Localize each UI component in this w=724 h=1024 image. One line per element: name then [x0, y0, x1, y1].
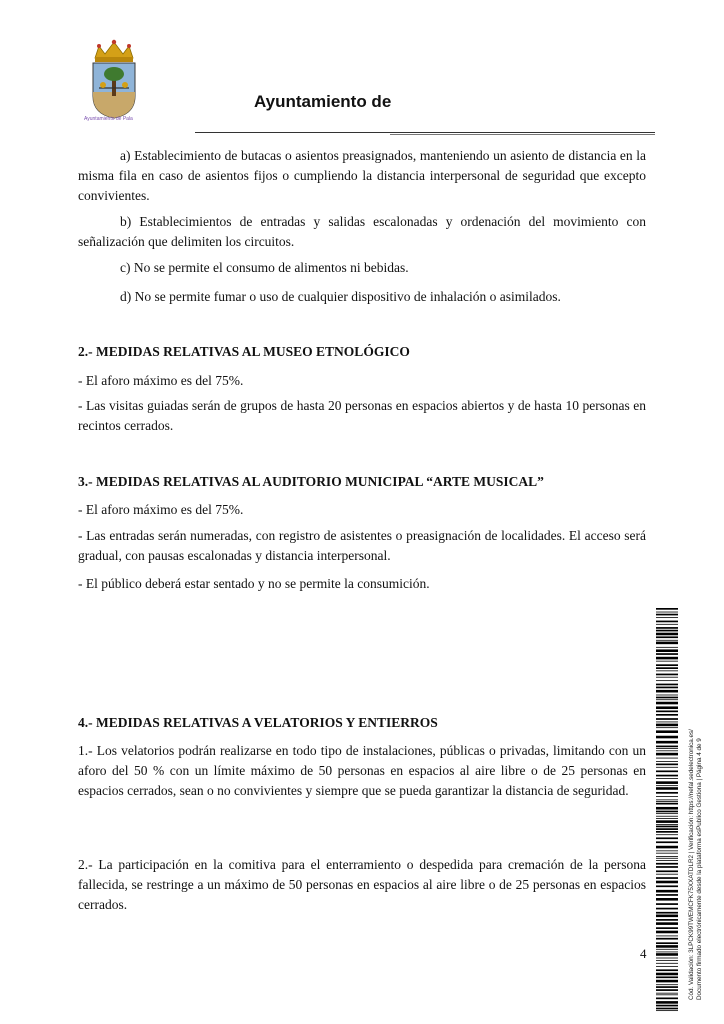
- section3-item-1: - El aforo máximo es del 75%.: [78, 502, 244, 517]
- section2-item-1: - El aforo máximo es del 75%.: [78, 373, 244, 388]
- verification-text: [688, 670, 704, 1000]
- municipal-crest-logo: [85, 38, 143, 122]
- section-heading-auditorio: 3.- MEDIDAS RELATIVAS AL AUDITORIO MUNICIPAL “ARTE MUSICAL”: [78, 474, 544, 489]
- verification-line-1: Cód. Validación: 3LPCK99TWEMCFK75XXATDLR2 | Verificación: https://nefal.sedelectronica.es/: [688, 729, 695, 1000]
- section2-item-2: - Las visitas guiadas serán de grupos de hasta 20 personas en espacios abiertos y de hasta 10 personas en recintos cerrados.: [78, 398, 646, 433]
- paragraph-b: b) Establecimientos de entradas y salidas escalonadas y ordenación del movimiento con señalización que delimiten los circuitos.: [78, 214, 646, 249]
- verification-line-2: Documento firmado electrónicamente desde la plataforma esPublico Gestiona | Página 4 de 9: [696, 738, 703, 1000]
- section4-item-1: 1.- Los velatorios podrán realizarse en todo tipo de instalaciones, públicas o privadas, limitando con un aforo del 50 % con un límite máximo de 50 personas en espacios al aire libre o de 25 personas en espacios cerrados, sean o no convivientes y siempre que se pueda garantizar la distancia de seguridad.: [78, 743, 646, 798]
- section-heading-museo: 2.- MEDIDAS RELATIVAS AL MUSEO ETNOLÓGICO: [78, 344, 410, 359]
- paragraph-a: a) Establecimiento de butacas o asientos preasignados, manteniendo un asiento de distancia en la misma fila en caso de asientos fijos o cumpliendo la distancia interpersonal de seguridad que excepto convivientes.: [78, 148, 646, 203]
- section-heading-velatorios: 4.- MEDIDAS RELATIVAS A VELATORIOS Y ENTIERROS: [78, 715, 438, 730]
- paragraph-d: d) No se permite fumar o uso de cualquier dispositivo de inhalación o asimilados.: [120, 289, 561, 304]
- crest-caption: Ayuntamiento de Pala: [84, 116, 133, 122]
- paragraph-c: c) No se permite el consumo de alimentos ni bebidas.: [120, 260, 409, 275]
- page-header-title: Ayuntamiento de: [254, 92, 392, 111]
- page-number: 4: [640, 946, 647, 961]
- header-divider-secondary: [390, 134, 655, 135]
- verification-barcode: [656, 608, 678, 1012]
- header-divider: [195, 132, 655, 133]
- section3-item-3: - El público deberá estar sentado y no se permite la consumición.: [78, 576, 430, 591]
- section4-item-2: 2.- La participación en la comitiva para el enterramiento o despedida para cremación de la persona fallecida, se restringe a un máximo de 50 personas en espacios al aire libre o de 25 personas en espacios cerrados.: [78, 857, 646, 912]
- section3-item-2: - Las entradas serán numeradas, con registro de asistentes o preasignación de localidades. El acceso será gradual, con pausas escalonadas y distancia interpersonal.: [78, 528, 646, 563]
